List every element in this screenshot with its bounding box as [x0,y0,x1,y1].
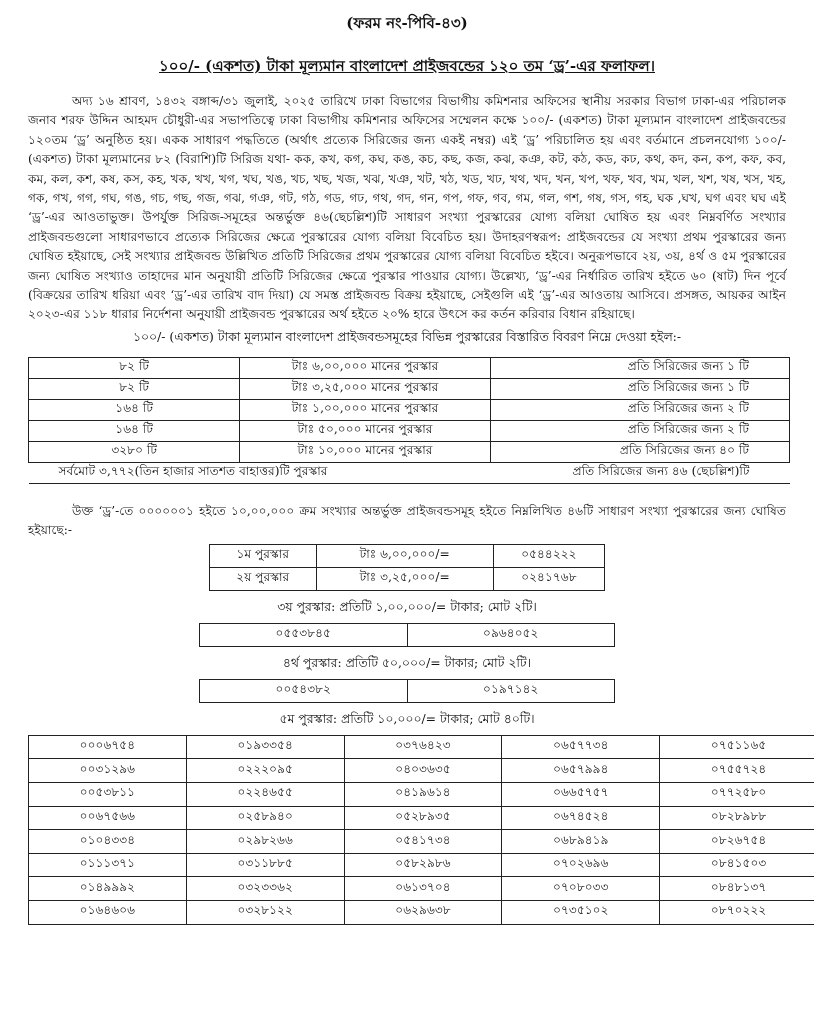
table-row [29,901,814,925]
table-row [29,877,814,901]
prize-number: ০০০৬৭৫৪ [29,735,187,759]
prize-value: টাঃ ৫০,০০০ মানের পুরস্কার [240,420,490,441]
prize-number: ০৬৮৯৪১৯ [502,830,660,854]
prize-number: ০৩২৮১২২ [186,901,344,925]
prize-summary-table [28,357,790,484]
prize-number: ০২২২০৯৫ [186,759,344,783]
form-number: (ফরম নং-পিবি-৪৩) [346,14,468,32]
prize-per-series: প্রতি সিরিজের জন্য ১ টি [490,378,789,399]
prize-number: ০৫৫৩৮৪৫ [200,623,408,646]
table-row [200,679,615,702]
fourth-prize-table [199,679,615,703]
prize-number: ০৬৫৭৯৯৪ [502,759,660,783]
prize-number: ০৪০৩৬৩৫ [344,759,502,783]
prize-number: ০০৫৪৩৮২ [200,679,408,702]
prize-number: ০৪১৯৬১৪ [344,783,502,807]
prize-number: ০৬৬৫৭৫৭ [502,783,660,807]
declared-numbers-note: উক্ত ‘ড্র’-তে ০০০০০০১ হইতে ১০,০০,০০০ ক্রম সংখ্যার অন্তর্ভুক্ত প্রাইজবন্ডসমূহ হইতে নিম্নলিখিত ৪৬টি সাধারণ সংখ্যা পুরস্কারের জন্য ঘোষিত হইয়াছে:- [28,503,786,537]
prize-number: ০৮২৬৭৫৪ [660,830,814,854]
table-row [29,399,790,420]
prize-value: টাঃ ১০,০০০ মানের পুরস্কার [240,441,490,462]
prize-number: ০৫২৮৯৩৫ [344,806,502,830]
prize-count: ৮২ টি [29,378,240,399]
table-row [29,783,814,807]
prize-number: ০৩৭৬৪২৩ [344,735,502,759]
total-per-series: প্রতি সিরিজের জন্য ৪৬ (ছেচল্লিশ)টি [490,462,789,483]
prize-number: ০৭৭২৫৮০ [660,783,814,807]
prize-amount: টাঃ ৬,০০,০০০/= [316,544,493,567]
prize-number: ০৬২৯৬৩৮ [344,901,502,925]
prize-number: ০৭৫১১৬৫ [660,735,814,759]
third-prize-caption: ৩য় পুরস্কার: প্রতিটি ১,০০,০০০/= টাকার; মোট ২টি। [277,598,537,614]
prize-per-series: প্রতি সিরিজের জন্য ৪০ টি [490,441,789,462]
first-second-prize-table [209,544,605,591]
prize-number: ০৮৭০২২২ [660,901,814,925]
prize-number: ০৮৪৮১৩৭ [660,877,814,901]
total-prizes: সর্বমোট ৩,৭৭২(তিন হাজার সাতশত বাহাত্তর)টি পুরস্কার [29,462,491,483]
prize-number: ০১০৪৩৩৪ [29,830,187,854]
table-row [29,853,814,877]
fifth-prize-caption: ৫ম পুরস্কার: প্রতিটি ১০,০০০/= টাকার; মোট ৪০টি। [279,710,535,726]
prize-number: ০১৯৩৩৫৪ [186,735,344,759]
prize-number: ০৭৩৫১০২ [502,901,660,925]
prize-number: ০৭৫৫৭২৪ [660,759,814,783]
prize-number: ০০৫৩৮১১ [29,783,187,807]
table-row [29,759,814,783]
prize-number: ০২৪১৭৬৮ [493,567,604,590]
fourth-prize-caption: ৪র্থ পুরস্কার: প্রতিটি ৫০,০০০/= টাকার; মোট ২টি। [282,654,532,670]
prize-number: ০৭০২৬৯৬ [502,853,660,877]
prize-number: ০১১১৩৭১ [29,853,187,877]
table-row [29,735,814,759]
prize-per-series: প্রতি সিরিজের জন্য ২ টি [490,399,789,420]
prize-number: ০৩১১৮৮৫ [186,853,344,877]
prize-number: ০৬৫৭৭৩৪ [502,735,660,759]
prize-count: ৮২ টি [29,357,240,378]
table-row [29,441,790,462]
prize-number: ০২৯৮২৬৬ [186,830,344,854]
prize-number: ০২৫৮৯৪০ [186,806,344,830]
table-row [210,544,605,567]
prize-number: ০২২৪৬৫৫ [186,783,344,807]
table-row [29,420,790,441]
summary-total-row [29,462,790,483]
prize-number: ০৩২৩৩৬২ [186,877,344,901]
prize-number: ০৮৪১৫০৩ [660,853,814,877]
table-row [29,378,790,399]
prize-number: ০৯৬৪০৫২ [407,623,615,646]
prize-count: ১৬৪ টি [29,399,240,420]
prize-number: ০৬৭৪৫২৪ [502,806,660,830]
prize-label: ১ম পুরস্কার [210,544,317,567]
prize-number: ০১৪৯৯৯২ [29,877,187,901]
prize-number: ০৫৮২৯৮৬ [344,853,502,877]
prize-count: ৩২৮০ টি [29,441,240,462]
prize-number: ০৫৪১৭৩৪ [344,830,502,854]
prize-label: ২য় পুরস্কার [210,567,317,590]
table-row [29,830,814,854]
draw-description: অদ্য ১৬ শ্রাবণ, ১৪৩২ বঙ্গাব্দ/৩১ জুলাই, ২০২৫ তারিখে ঢাকা বিভাগের বিভাগীয় কমিশনার অফিসের স্থানীয় সরকার বিভাগ ঢাকা-এর পরিচালক জনাব শরফ উদ্দিন আহমদ চৌধুরী-এর সভাপতিত্বে ঢাকা বিভাগীয় কমিশনার অফিসের সম্মেলন কক্ষে ১০০/- (একশত) টাকা মূল্যমান বাংলাদেশ প্রাইজবন্ডের ১২০তম ‘ড্র’ অনুষ্ঠিত হয়। একক সাধারণ পদ্ধতিতে (অর্থাৎ প্রত্যেক সিরিজের জন্য একই নম্বর) এই ‘ড্র’ পরিচালিত হয় এবং বর্তমানে প্রচলনযোগ্য ১০০/- (একশত) টাকা মূল্যমানের ৮২ (বিরাশি)টি সিরিজ যথা- কক, কখ, কগ, কঘ, কঙ, কচ, কছ, কজ, কঝ, কঞ, কট, কঠ, কড, কঢ, কথ, কদ, কন, কপ, কফ, কব, কম, কল, কশ, কষ, কস, কহ, খক, খখ, খগ, খঘ, খঙ, খচ, খছ, খজ, খঝ, খঞ, খট, খঠ, খড, খঢ, খথ, খদ, খন, খপ, খফ, খব, খম, খল, খশ, খষ, খস, খহ, গক, গখ, গগ, গঘ, গঙ, গচ, গছ, গজ, গঝ, গঞ, গট, গঠ, গড, গঢ, গথ, গদ, গন, গপ, গফ, গব, গম, গল, গশ, গষ, গস, গহ, ঘক ,ঘখ, ঘগ এবং ঘঘ এই ‘ড্র’-এর আওতাভুক্ত। উপর্যুক্ত সিরিজ-সমূহের অন্তর্ভুক্ত ৪৬(ছেচল্লিশ)টি সাধারণ সংখ্যা পুরস্কারের যোগ্য বলিয়া ঘোষিত হয় এবং নিম্নবর্ণিত সংখ্যার প্রাইজবন্ডগুলো সাধারণভাবে প্রত্যেক সিরিজের ক্ষেত্রে পুরস্কারের যোগ্য বলিয়া বিবেচিত হয়। উদাহরণস্বরূপ: প্রাইজবন্ডের যে সংখ্যা প্রথম পুরস্কারের জন্য ঘোষিত হইয়াছে, সেই সংখ্যার প্রাইজবন্ড উল্লিখিত প্রতিটি সিরিজের প্রথম পুরস্কারের যোগ্য বলিয়া বিবেচিত হইবে। অনুরূপভাবে ২য়, ৩য়, ৪র্থ ও ৫ম পুরস্কারের জন্য ঘোষিত সংখ্যাও তাহাদের মান অনুযায়ী প্রতিটি সিরিজের ক্ষেত্রে পুরস্কার পাওয়ার যোগ্য। উল্লেখ্য, ‘ড্র’-এর নির্ধারিত তারিখ হইতে ৬০ (ষাট) দিন পূর্বে (বিক্রয়ের তারিখ ধরিয়া এবং ‘ড্র’-এর তারিখ বাদ দিয়া) যে সমস্ত প্রাইজবন্ড বিক্রয় হইয়াছে, সেইগুলি এই ‘ড্র’-এর আওতায় আসিবে। প্রসঙ্গত, আয়কর আইন ২০২৩-এর ১১৮ ধারার নির্দেশনা অনুযায়ী প্রাইজবন্ড পুরস্কারের অর্থ হইতে ২০% হারে উৎসে কর কর্তন করিবার বিধান রহিয়াছে। [28,94,786,322]
prize-count: ১৬৪ টি [29,420,240,441]
prize-number: ০১৯৭১৪২ [407,679,615,702]
prize-number: ০৭০৮০৩৩ [502,877,660,901]
prize-number: ০০৬৭৫৬৬ [29,806,187,830]
table-row [200,623,615,646]
fifth-prize-table [28,735,814,925]
third-prize-table [199,623,615,647]
prize-number: ০৫৪৪২২২ [493,544,604,567]
page-title: ১০০/- (একশত) টাকা মূল্যমান বাংলাদেশ প্রাইজবন্ডের ১২০ তম ‘ড্র’-এর ফলাফল। [158,57,655,75]
table-row [210,567,605,590]
prize-number: ০৮২৮৯৮৮ [660,806,814,830]
prize-value: টাঃ ৩,২৫,০০০ মানের পুরস্কার [240,378,490,399]
prize-number: ০১৬৪৬০৬ [29,901,187,925]
prize-intro: ১০০/- (একশত) টাকা মূল্যমান বাংলাদেশ প্রাইজবন্ডসমূহের বিভিন্ন পুরস্কারের বিস্তারিত বিবরণ নিম্নে দেওয়া হইল:- [132,328,682,344]
table-row [29,806,814,830]
prize-per-series: প্রতি সিরিজের জন্য ১ টি [490,357,789,378]
prize-per-series: প্রতি সিরিজের জন্য ২ টি [490,420,789,441]
prize-number: ০৬১৩৭০৪ [344,877,502,901]
prize-amount: টাঃ ৩,২৫,০০০/= [316,567,493,590]
table-row [29,357,790,378]
prize-value: টাঃ ১,০০,০০০ মানের পুরস্কার [240,399,490,420]
prize-number: ০০৩১২৯৬ [29,759,187,783]
prize-value: টাঃ ৬,০০,০০০ মানের পুরস্কার [240,357,490,378]
